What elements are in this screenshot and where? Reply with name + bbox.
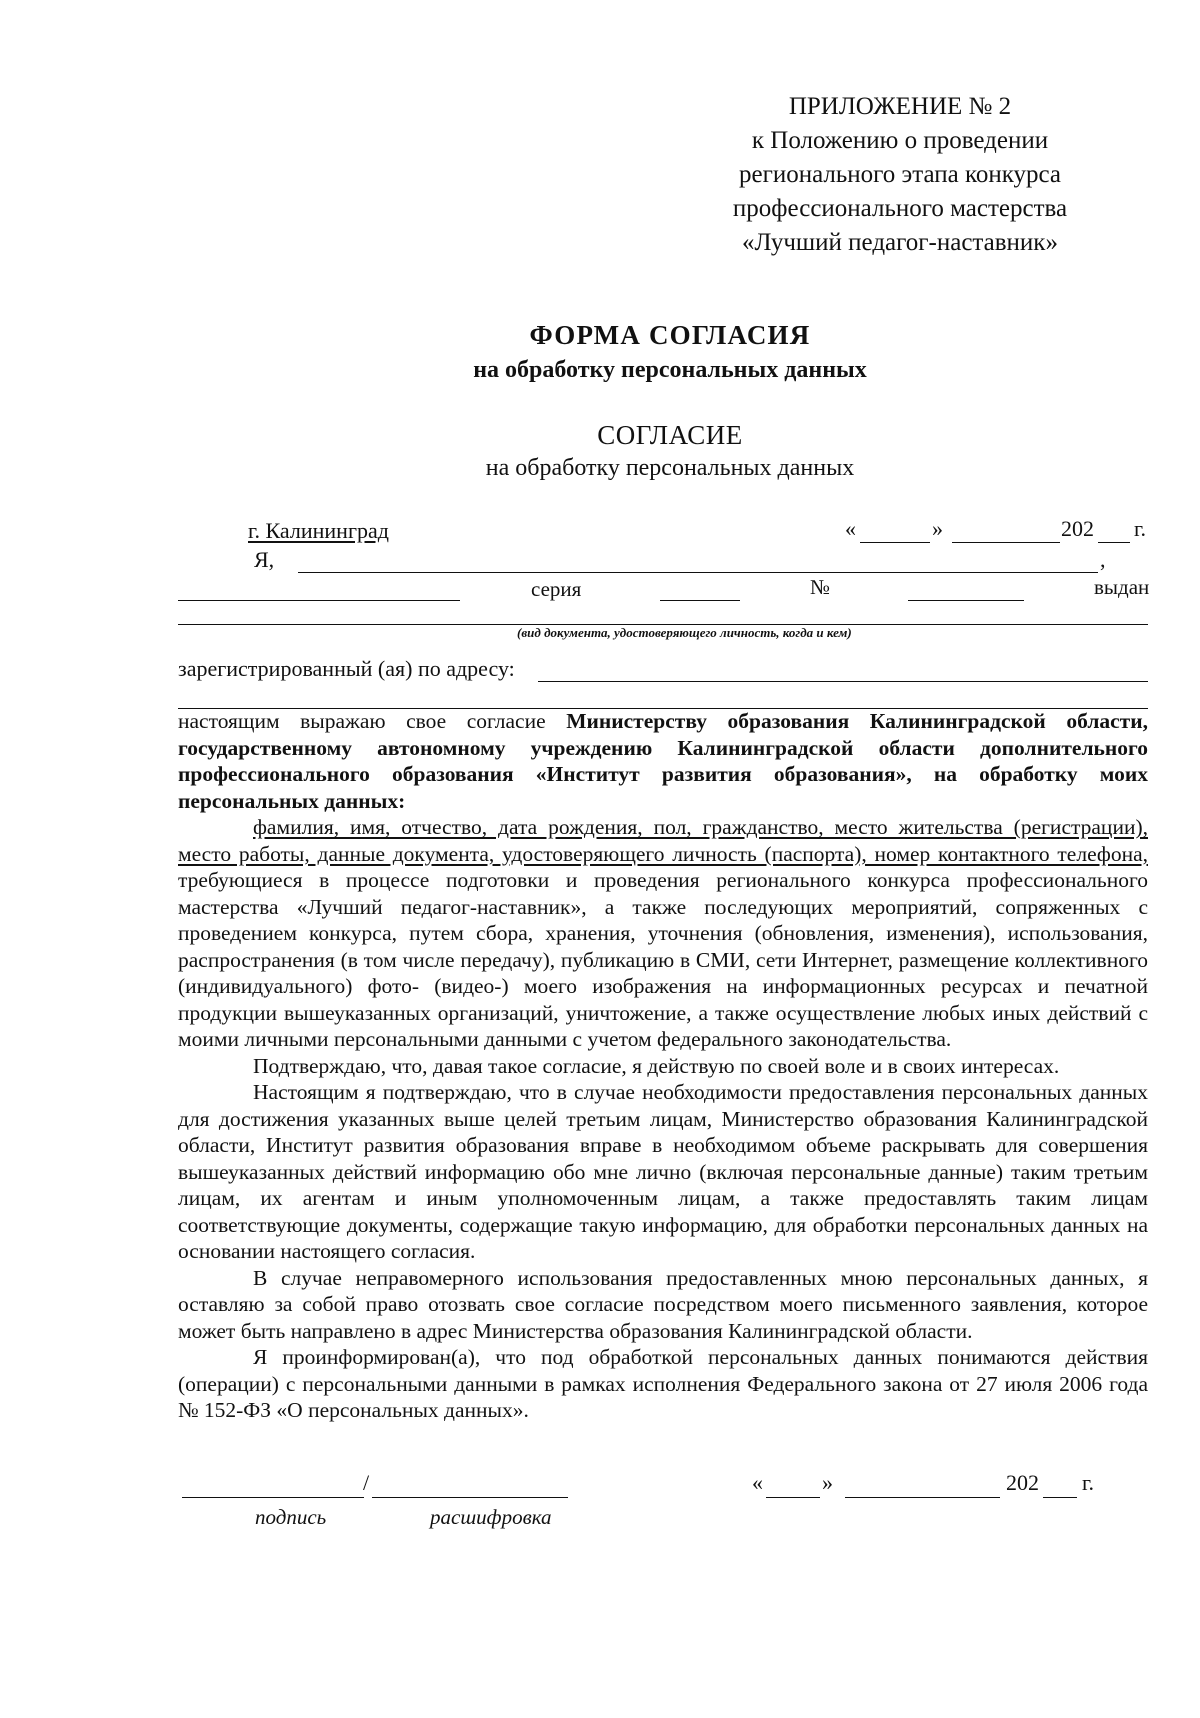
date-open-quote: «: [845, 516, 856, 541]
paragraph-third-parties: Настоящим я подтверждаю, что в случае необходимости предоставления персональных данных для достижения указанных выше целей третьим лицам, Министерство образования Калининградской области, Институт развития образования вправе в необходимом объеме раскрывать для совершения вышеуказанных действий информацию обо мне лично (включая персональные данные) таким третьим лицам, их агентам и иным уполномоченным лицам, а также предоставлять таким лицам соответствующие документы, содержащие такую информацию, для обработки персональных данных на основании настоящего согласия.: [178, 1080, 1148, 1263]
paragraph-revocation: В случае неправомерного использования предоставленных мною персональных данных, я оставляю за собой право отозвать свое согласие посредством моего письменного заявления, которое может быть направлено в адрес Министерства образования Калининградской области.: [178, 1265, 1148, 1343]
sign-date-year-prefix: 202: [1006, 1470, 1039, 1495]
paragraph-data-list: [178, 814, 1148, 1053]
sign-date-month-field[interactable]: [845, 1497, 1000, 1498]
signature-label: подпись: [255, 1505, 327, 1529]
form-subtitle: на обработку персональных данных: [473, 357, 867, 383]
consent-subtitle: на обработку персональных данных: [485, 455, 855, 481]
appendix-line: профессионального мастерства: [732, 195, 1068, 222]
date-close-quote: »: [932, 516, 943, 541]
issued-label: выдан: [1094, 575, 1150, 599]
full-name-field[interactable]: [298, 572, 1098, 573]
signature-decode-field[interactable]: [372, 1497, 568, 1498]
appendix-header: [690, 90, 1110, 260]
date-year-suffix: г.: [1134, 516, 1147, 541]
appendix-line: к Положению о проведении: [751, 127, 1049, 154]
date-month-field[interactable]: [952, 542, 1060, 543]
form-title: ФОРМА СОГЛАСИЯ: [529, 320, 811, 350]
sign-date-year-suffix: г.: [1082, 1470, 1095, 1495]
consent-intro: настоящим выражаю свое согласие: [178, 709, 546, 733]
number-label: №: [810, 575, 831, 599]
series-field[interactable]: [660, 600, 740, 601]
address-label: зарегистрированный (ая) по адресу:: [178, 656, 515, 681]
appendix-line: ПРИЛОЖЕНИЕ № 2: [788, 93, 1012, 120]
date-year-field[interactable]: [1098, 542, 1130, 543]
number-field[interactable]: [908, 600, 1024, 601]
consent-body: [178, 708, 1148, 1424]
series-label: серия: [531, 577, 582, 601]
paragraph-free-will: Подтверждаю, что, давая такое согласие, я действую по своей воле и в своих интересах.: [253, 1053, 1060, 1078]
paragraph-consent-recipients: [178, 708, 1148, 814]
document-type-field[interactable]: [178, 600, 460, 601]
data-purposes: требующиеся в процессе подготовки и проведения регионального конкурса профессионального мастерства «Лучший педагог-наставник», а также последующих мероприятий, сопряженных с проведением конкурса, путем сбора, хранения, уточнения (обновления, изменения), использования, распространения (в том числе передачу), публикацию в СМИ, сети Интернет, размещение коллективного (индивидуального) фото- (видео-) моего изображения на информационных ресурсах и печатной продукции вышеуказанных организаций, уничтожение, а также осуществление любых иных действий с моими личными персональными данными с учетом федерального законодательства.: [178, 868, 1148, 1051]
sign-date-year-field[interactable]: [1043, 1497, 1077, 1498]
appendix-line: «Лучший педагог-наставник»: [742, 229, 1058, 256]
signature-field[interactable]: [182, 1497, 364, 1498]
data-list: фамилия, имя, отчество, дата рождения, пол, гражданство, место жительства (регистрации), место работы, данные документа, удостоверяющего личность (паспорта), номер контактного телефона,: [178, 815, 1148, 866]
paragraph-law-reference: Я проинформирован(а), что под обработкой персональных данных понимаются действия (операции) с персональными данными в рамках исполнения Федерального закона от 27 июля 2006 года № 152-ФЗ «О персональных данных».: [178, 1345, 1148, 1422]
consent-recipients: Министерству образования Калининградской области, государственному автономному учреждению Калининградской области дополнительного профессионального образования «Институт развития образования», на обработку моих персональных данных:: [178, 709, 1148, 813]
name-comma: ,: [1100, 547, 1106, 572]
appendix-line: регионального этапа конкурса: [738, 161, 1062, 188]
date-day-field[interactable]: [860, 542, 930, 543]
document-hint: (вид документа, удостоверяющего личность, когда и кем): [517, 625, 852, 640]
city-label: г. Калининград: [248, 518, 389, 543]
sign-date-close-quote: »: [822, 1470, 833, 1495]
sign-date-open-quote: «: [752, 1470, 763, 1495]
date-year-prefix: 202: [1061, 516, 1094, 541]
i-label: Я,: [254, 547, 275, 572]
signature-slash: /: [363, 1470, 370, 1495]
sign-date-day-field[interactable]: [766, 1497, 820, 1498]
address-field[interactable]: [538, 681, 1148, 682]
consent-title: СОГЛАСИЕ: [597, 420, 743, 450]
decode-label: расшифровка: [430, 1505, 552, 1529]
